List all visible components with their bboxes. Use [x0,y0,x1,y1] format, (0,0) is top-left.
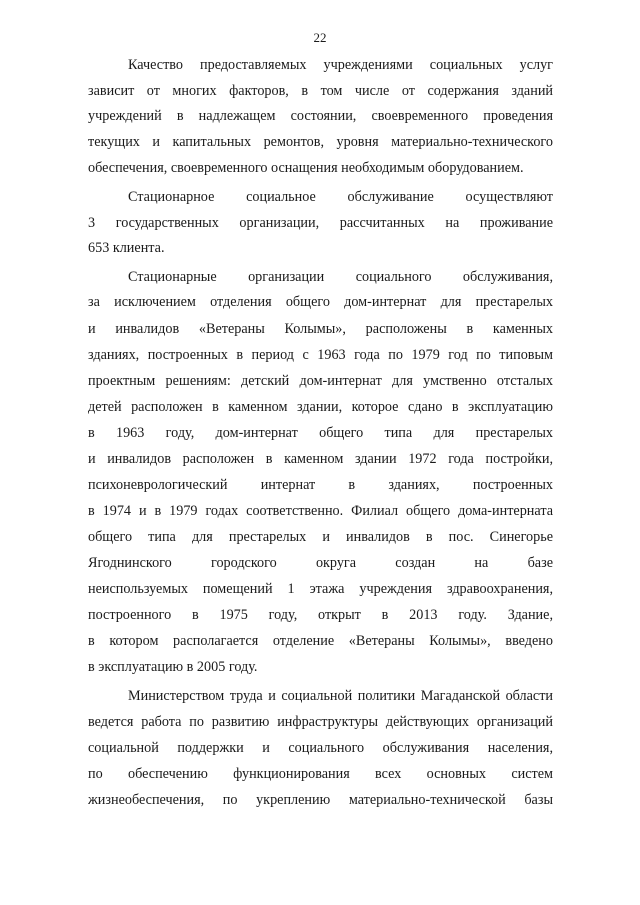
text-line-10: за исключением отделения общего дом-интернат для престарелых [88,294,553,310]
text-line-12: зданиях, построенных в период с 1963 года по 1979 год по типовым [88,347,553,363]
text-line-24: в эксплуатацию в 2005 году. [88,659,258,675]
text-line-21: неиспользуемых помещений 1 этажа учреждения здравоохранения, [88,581,553,597]
text-line-8: 653 клиента. [88,240,165,256]
text-line-26: ведется работа по развитию инфраструктуры действующих организаций [88,714,553,730]
text-line-9: Стационарные организации социального обслуживания, [128,269,553,285]
text-line-5: обеспечения, своевременного оснащения необходимым оборудованием. [88,160,524,176]
text-line-6: Стационарное социальное обслуживание осуществляют [128,189,553,205]
text-line-4: текущих и капитальных ремонтов, уровня материально-технического [88,134,553,150]
text-line-13: проектным решениям: детский дом-интернат для умственно отсталых [88,373,553,389]
text-line-1: Качество предоставляемых учреждениями социальных услуг [128,57,553,73]
text-line-27: социальной поддержки и социального обслуживания населения, [88,740,553,756]
text-line-3: учреждений в надлежащем состоянии, своевременного проведения [88,108,553,124]
text-line-22: построенного в 1975 году, открыт в 2013 году. Здание, [88,607,553,623]
text-line-17: психоневрологический интернат в зданиях, построенных [88,477,553,493]
text-line-25: Министерством труда и социальной политики Магаданской области [128,688,553,704]
text-line-19: общего типа для престарелых и инвалидов в пос. Синегорье [88,529,553,545]
text-line-16: и инвалидов расположен в каменном здании 1972 года постройки, [88,451,553,467]
text-line-29: жизнеобеспечения, по укреплению материально-технической базы [88,792,553,808]
text-line-15: в 1963 году, дом-интернат общего типа для престарелых [88,425,553,441]
page-number: 22 [313,30,327,45]
text-line-14: детей расположен в каменном здании, которое сдано в эксплуатацию [88,399,553,415]
text-line-28: по обеспечению функционирования всех основных систем [88,766,553,782]
text-line-20: Ягоднинского городского округа создан на базе [88,555,553,571]
text-line-11: и инвалидов «Ветераны Колымы», расположены в каменных [88,321,553,337]
text-line-18: в 1974 и в 1979 годах соответственно. Филиал общего дома-интерната [88,503,553,519]
text-line-2: зависит от многих факторов, в том числе от содержания зданий [88,83,553,99]
text-line-7: 3 государственных организации, рассчитанных на проживание [88,215,553,231]
text-line-23: в котором располагается отделение «Ветераны Колымы», введено [88,633,553,649]
